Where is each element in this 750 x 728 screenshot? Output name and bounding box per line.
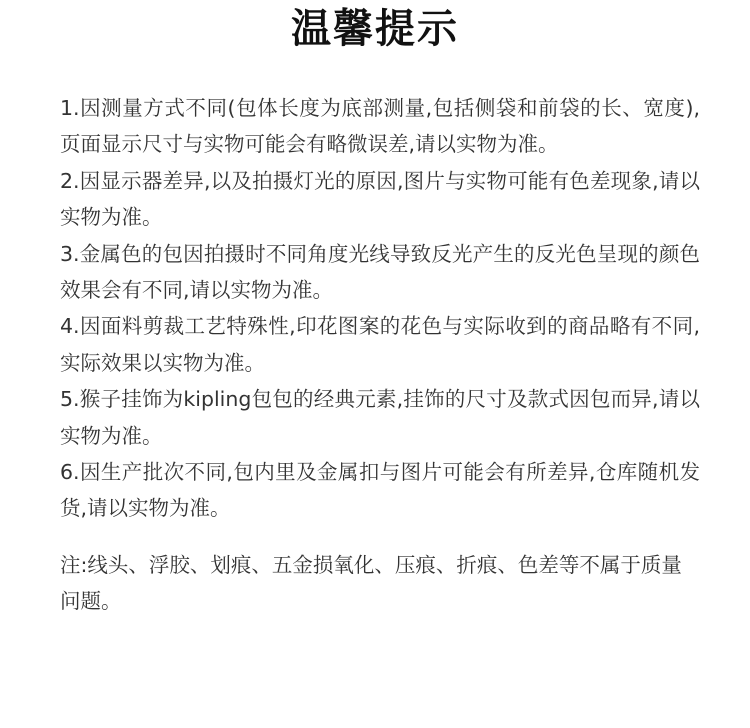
notice-list [60, 90, 700, 640]
notice-item-1: 1.因测量方式不同(包体长度为底部测量,包括侧袋和前袋的长、宽度),页面显示尺寸与实物可能会有略微误差,请以实物为准。 [60, 96, 700, 157]
notice-item-3: 3.金属色的包因拍摄时不同角度光线导致反光产生的反光色呈现的颜色效果会有不同,请以实物为准。 [60, 241, 700, 303]
notice-item-5: 5.猴子挂饰为kipling包包的经典元素,挂饰的尺寸及款式因包而异,请以实物为准。 [60, 387, 700, 448]
notice-item-6: 6.因生产批次不同,包内里及金属扣与图片可能会有所差异,仓库随机发货,请以实物为准。 [60, 460, 700, 521]
notice-item-4: 4.因面料剪裁工艺特殊性,印花图案的花色与实际收到的商品略有不同,实际效果以实物为准。 [60, 314, 700, 375]
footnote: 注:线头、浮胶、划痕、五金损氧化、压痕、折痕、色差等不属于质量问题。 [60, 552, 682, 614]
notice-item-2: 2.因显示器差异,以及拍摄灯光的原因,图片与实物可能有色差现象,请以实物为准。 [60, 168, 700, 230]
page-title: 温馨提示 [291, 6, 459, 52]
